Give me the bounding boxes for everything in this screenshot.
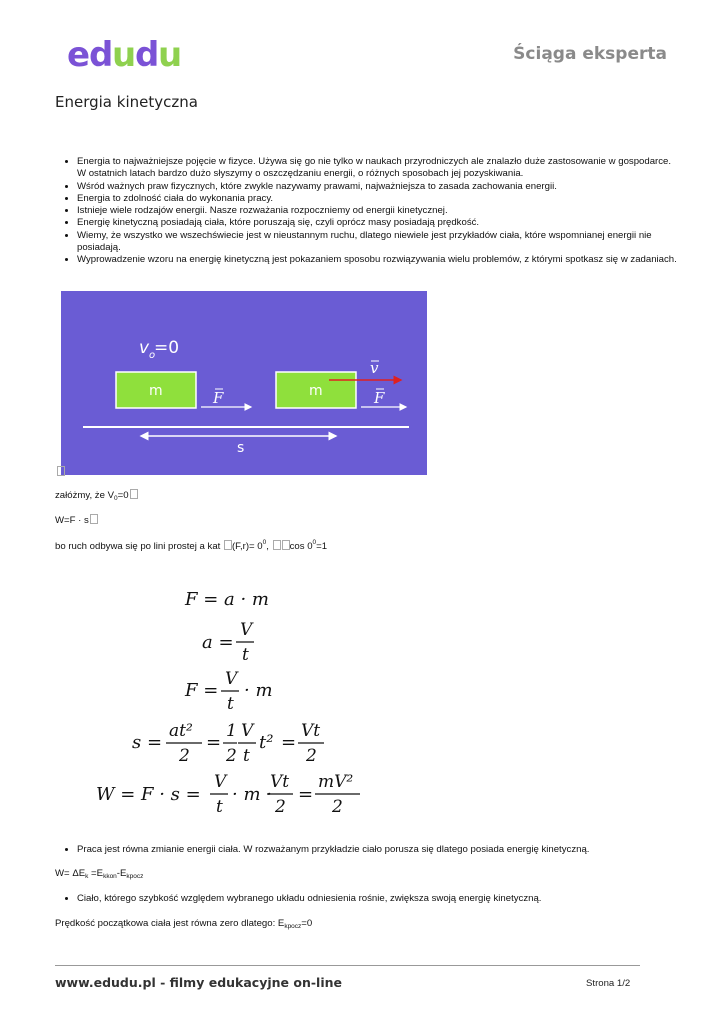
- svg-text:=: =: [206, 732, 222, 753]
- fraction-numerator: Vt: [301, 721, 321, 741]
- v0-subscript: o: [149, 350, 156, 361]
- list-item: • Wyprowadzenie wzoru na energię kinetyczną jest pokazaniem sposobu rozwiązywania wielu problemów, z którymi spotkasz się w zadaniach.: [77, 254, 677, 266]
- v0-value: =0: [154, 338, 180, 358]
- list-item: • Energię kinetyczną posiadają ciała, które poruszają się, czyli oprócz masy posiadają prędkość.: [77, 217, 677, 229]
- svg-text:=: =: [298, 784, 314, 805]
- equation-rest: · m: [244, 680, 273, 701]
- svg-text:d: d: [89, 35, 114, 75]
- fraction-numerator: at²: [169, 721, 193, 741]
- velocity-label: v: [370, 359, 379, 377]
- list-item: • Praca jest równa zmianie energii ciała. W rozważanym przykładzie ciało porusza się dlatego posiada energię kinetyczną.: [77, 844, 677, 856]
- equation-derivation: [80, 580, 400, 820]
- list-item: • Energia to najważniejsze pojęcie w fizyce. Używa się go nie tylko w naukach przyrodniczych ale znalazło duże zastosowanie w gospodarce. W ostatnich latach bardzo dużo słyszymy o oszczędzaniu energii, o różnych sposobach jej pozyskiwania.: [77, 156, 677, 181]
- distance-label: s: [237, 440, 245, 456]
- work-energy-bullet-list: [60, 844, 677, 856]
- equation-work-lhs: W = F · s =: [96, 784, 201, 805]
- assumption-line: załóżmy, że $V_0=0$: [55, 489, 138, 502]
- fraction-denominator: t: [227, 694, 234, 714]
- equation-term: t²: [259, 732, 274, 753]
- force-label: F: [374, 389, 385, 407]
- fraction-denominator: 2: [306, 746, 317, 766]
- initial-velocity-line: Prędkość początkowa ciała jest równa zero dlatego: $E_{kpocz}=0$: [55, 918, 313, 930]
- header-title: Ściąga eksperta: [513, 44, 667, 64]
- edudu-logo: [55, 30, 190, 80]
- fraction-numerator: V: [225, 669, 238, 689]
- fraction-denominator: t: [243, 746, 250, 766]
- list-item: • Energia to zdolność ciała do wykonania pracy.: [77, 193, 677, 205]
- equation-acceleration-lhs: a =: [202, 632, 234, 653]
- mass-label: m: [149, 383, 163, 399]
- fraction-denominator: t: [242, 645, 249, 665]
- page-title: Energia kinetyczna: [55, 93, 198, 111]
- list-item: • Ciało, którego szybkość względem wybranego układu odniesienia rośnie, zwiększa swoją energię kinetyczną.: [77, 893, 677, 905]
- intro-bullet-list: [60, 156, 677, 267]
- fraction-numerator: mV²: [318, 772, 354, 792]
- force-label: F: [213, 389, 224, 407]
- equation-distance-lhs: s =: [132, 732, 163, 753]
- missing-glyph-box: [57, 466, 65, 476]
- mass-label: m: [309, 383, 323, 399]
- footer-site-link[interactable]: www.edudu.pl - filmy edukacyjne on-line: [55, 975, 342, 990]
- v0-label: v: [139, 338, 150, 358]
- footer-divider: [55, 965, 640, 966]
- list-item: • Wśród ważnych praw fizycznych, które zwykle nazywamy prawami, najważniejsza to zasada zachowania energii.: [77, 181, 677, 193]
- equation-force: F = a · m: [185, 589, 269, 610]
- velocity-bullet-list: [60, 893, 677, 905]
- kinetic-energy-diagram: [61, 291, 427, 475]
- equation-force-derived-lhs: F =: [185, 680, 219, 701]
- work-formula-line: W=F · s: [55, 514, 98, 526]
- svg-text:d: d: [135, 35, 160, 75]
- svg-text:u: u: [158, 35, 183, 75]
- fraction-denominator: 2: [275, 797, 286, 817]
- svg-text:=: =: [281, 732, 297, 753]
- fraction-numerator: V: [214, 772, 227, 792]
- fraction-numerator: 1: [226, 721, 237, 741]
- work-energy-equation: $W= \Delta E_k =E_{kkon}-E_{kpocz}$: [55, 868, 144, 880]
- angle-line: bo ruch odbywa się po lini prostej a kat $(F,r)= 0^0$, $\cos 0^0=1$: [55, 539, 328, 552]
- fraction-numerator: V: [241, 721, 254, 741]
- fraction-denominator: 2: [332, 797, 343, 817]
- list-item: • Istnieje wiele rodzajów energii. Nasze rozważania rozpoczniemy od energii kinetycznej.: [77, 205, 677, 217]
- fraction-denominator: t: [216, 797, 223, 817]
- list-item: • Wiemy, że wszystko we wszechświecie jest w nieustannym ruchu, dlatego niewiele jest przykładów ciała, które wspomnianej energii nie posiadają.: [77, 230, 677, 255]
- svg-text:e: e: [67, 35, 90, 75]
- equation-middle: · m ·: [232, 784, 272, 805]
- fraction-denominator: 2: [226, 746, 237, 766]
- fraction-numerator: Vt: [270, 772, 290, 792]
- svg-text:u: u: [112, 35, 137, 75]
- fraction-numerator: V: [240, 620, 253, 640]
- page-number: Strona 1/2: [586, 978, 631, 989]
- fraction-denominator: 2: [179, 746, 190, 766]
